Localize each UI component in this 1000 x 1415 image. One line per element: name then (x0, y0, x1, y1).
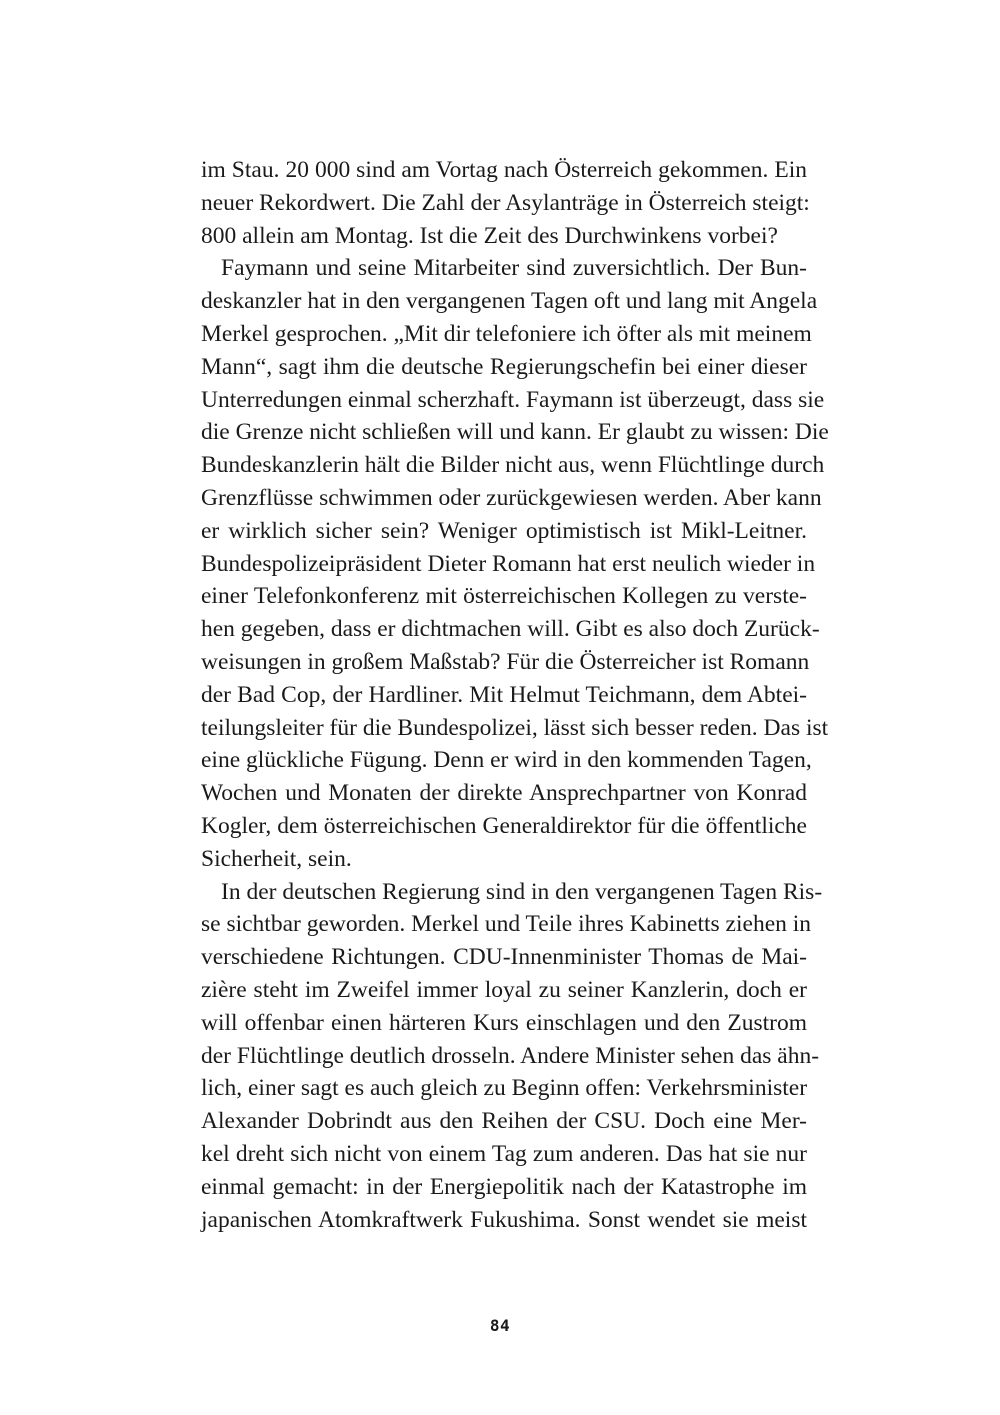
text-line: Kogler, dem österreichischen Generaldirektor für die öffentliche (201, 812, 807, 839)
text-line: se sichtbar geworden. Merkel und Teile ihres Kabinetts ziehen in (201, 911, 812, 938)
text-line: neuer Rekordwert. Die Zahl der Asylanträge in Österreich steigt: (201, 189, 810, 216)
text-line: Faymann und seine Mitarbeiter sind zuversichtlich. Der Bun- (221, 255, 807, 282)
text-line: zière steht im Zweifel immer loyal zu seiner Kanzlerin, doch er (201, 976, 807, 1003)
text-line: Merkel gesprochen. „Mit dir telefoniere ich öfter als mit meinem (201, 320, 812, 347)
paragraph (201, 252, 829, 875)
text-line: weisungen in großem Maßstab? Für die Österreicher ist Romann (201, 648, 810, 675)
text-line: deskanzler hat in den vergangenen Tagen oft und lang mit Angela (201, 288, 818, 315)
text-line: der Flüchtlinge deutlich drosseln. Andere Minister sehen das ähn- (201, 1042, 820, 1069)
text-line: der Bad Cop, der Hardliner. Mit Helmut Teichmann, dem Abtei- (201, 681, 807, 708)
text-line: teilungsleiter für die Bundespolizei, lässt sich besser reden. Das ist (201, 714, 829, 741)
body-text (201, 154, 829, 1236)
page-number: 84 (489, 1316, 511, 1335)
text-line: 800 allein am Montag. Ist die Zeit des Durchwinkens vorbei? (201, 222, 778, 249)
text-line: Bundeskanzlerin hält die Bilder nicht aus, wenn Flüchtlinge durch (201, 452, 825, 479)
text-line: Grenzflüsse schwimmen oder zurückgewiesen werden. Aber kann (201, 484, 822, 511)
text-line: lich, einer sagt es auch gleich zu Beginn offen: Verkehrsminister (201, 1075, 808, 1102)
text-line: kel dreht sich nicht von einem Tag zum anderen. Das hat sie nur (201, 1140, 807, 1167)
text-line: einer Telefonkonferenz mit österreichischen Kollegen zu verste- (201, 583, 807, 610)
text-line: hen gegeben, dass er dichtmachen will. Gibt es also doch Zurück- (201, 616, 820, 643)
text-line: Bundespolizeipräsident Dieter Romann hat erst neulich wieder in (201, 550, 816, 577)
text-line: In der deutschen Regierung sind in den vergangenen Tagen Ris- (221, 878, 823, 905)
text-line: will offenbar einen härteren Kurs einschlagen und den Zustrom (201, 1009, 807, 1036)
text-line: eine glückliche Fügung. Denn er wird in den kommenden Tagen, (201, 747, 812, 774)
text-line: japanischen Atomkraftwerk Fukushima. Sonst wendet sie meist (201, 1206, 807, 1233)
paragraph (201, 876, 823, 1237)
text-line: im Stau. 20 000 sind am Vortag nach Österreich gekommen. Ein (201, 157, 807, 183)
text-line: Alexander Dobrindt aus den Reihen der CSU. Doch eine Mer- (201, 1108, 807, 1135)
text-line: Unterredungen einmal scherzhaft. Faymann ist überzeugt, dass sie (201, 386, 825, 413)
text-line: er wirklich sicher sein? Weniger optimistisch ist Mikl-Leitner. (201, 517, 807, 544)
text-line: einmal gemacht: in der Energiepolitik nach der Katastrophe im (201, 1173, 807, 1200)
text-line: die Grenze nicht schließen will und kann. Er glaubt zu wissen: Die (201, 419, 829, 446)
text-line: Sicherheit, sein. (201, 845, 352, 872)
text-line: verschiedene Richtungen. CDU-Innenminister Thomas de Mai- (201, 944, 807, 971)
text-line: Wochen und Monaten der direkte Ansprechpartner von Konrad (201, 780, 807, 807)
paragraph (201, 154, 810, 252)
text-line: Mann“, sagt ihm die deutsche Regierungschefin bei einer dieser (201, 353, 807, 380)
